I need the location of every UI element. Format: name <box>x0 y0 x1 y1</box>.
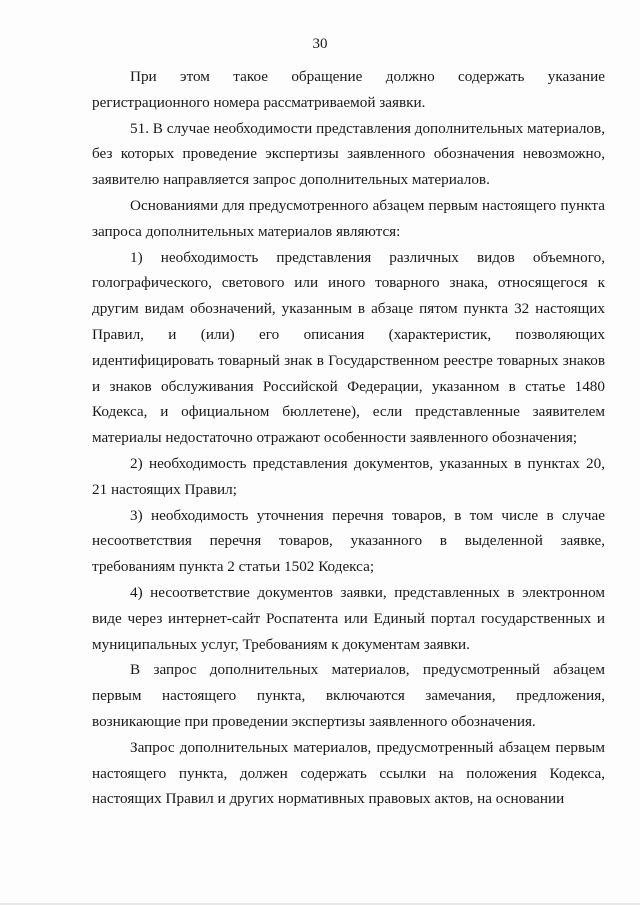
document-body <box>92 64 605 812</box>
paragraph-references: Запрос дополнительных материалов, предусмотренный абзацем первым настоящего пункта, должен содержать ссылки на положения Кодекса, настоящих Правил и других нормативных правовых актов, на основании <box>92 738 605 808</box>
paragraph-grounds: Основаниями для предусмотренного абзацем первым настоящего пункта запроса дополнительных материалов являются: <box>92 196 605 240</box>
page-number: 30 <box>312 36 328 52</box>
paragraph-item-1: 1) необходимость представления различных видов объемного, голографического, светового или иного товарного знака, относящегося к другим видам обозначений, указанным в абзаце пятом пункта 32 настоящих Правил, и (или) его описания (характеристик, позволяющих идентифицировать товарный знак в Государственном реестре товарных знаков и знаков обслуживания Российской Федерации, указанном в статье 1480 Кодекса, и официальном бюллетене), если представленные заявителем материалы недостаточно отражают особенности заявленного обозначения; <box>92 248 605 447</box>
paragraph-51-intro: 51. В случае необходимости представления дополнительных материалов, без которых проведение экспертизы заявленного обозначения невозможно, заявителю направляется запрос дополнительных материалов. <box>92 119 605 189</box>
paragraph-remarks: В запрос дополнительных материалов, предусмотренный абзацем первым настоящего пункта, включаются замечания, предложения, возникающие при проведении экспертизы заявленного обозначения. <box>92 661 605 730</box>
paragraph-item-4: 4) несоответствие документов заявки, представленных в электронном виде через интернет-сайт Роспатента или Единый портал государственных и муниципальных услуг, Требованиям к документам заявки. <box>92 583 605 653</box>
paragraph-item-2: 2) необходимость представления документов, указанных в пунктах 20, 21 настоящих Правил; <box>92 454 605 498</box>
paragraph-item-3: 3) необходимость уточнения перечня товаров, в том числе в случае несоответствия перечня товаров, указанного в выделенной заявке, требованиям пункта 2 статьи 1502 Кодекса; <box>92 506 605 576</box>
paragraph-appeal-content: При этом такое обращение должно содержать указание регистрационного номера рассматриваемой заявки. <box>92 68 605 111</box>
